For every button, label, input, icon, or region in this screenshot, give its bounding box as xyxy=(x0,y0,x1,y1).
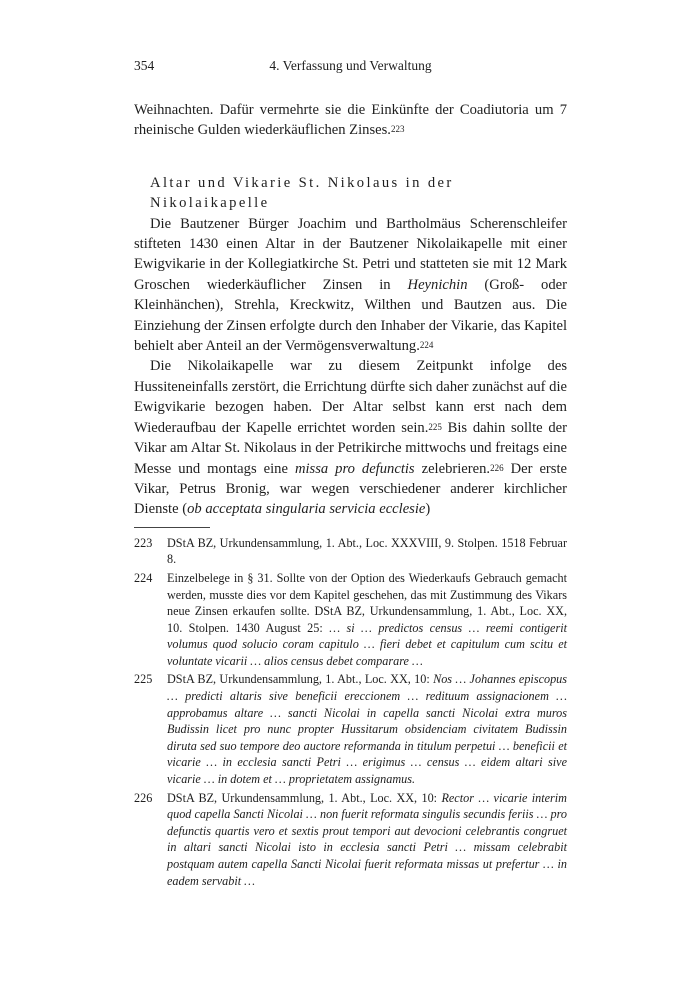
footnote xyxy=(134,790,567,890)
page-header xyxy=(134,58,567,76)
latin-quote: Rector … vicarie interim quod capella Sancti Nicolai … non fuerit reformata singulis secundis feriis … pro defunctis quartis vero et sextis prout tempori aut devocioni celebrantis congruet in altari sancti Nicolai isto in ecclesia sancti Petri … missam celebrabit postquam autem capella Sancti Nicolai fuerit reformata missas ut prefertur … in eadem servabit … xyxy=(167,790,567,888)
intro-paragraph: Weihnachten. Dafür vermehrte sie die Einkünfte der Coadiutoria um 7 rheinische Gulden wiederkäuflichen Zinses.$^{223}$ xyxy=(134,102,567,139)
footnote-number: 224 xyxy=(134,570,153,585)
footnote-number: 226 xyxy=(134,790,153,805)
book-page xyxy=(134,58,567,891)
body-text xyxy=(134,100,567,141)
footnote-rule xyxy=(134,527,210,528)
latin-phrase: ob acceptata singularia servicia ecclesie xyxy=(187,501,426,518)
section-title-line: Altar und Vikarie St. Nikolaus in der xyxy=(150,174,454,191)
footnote-ref[interactable]: 226 xyxy=(490,462,504,473)
footnote-number: 223 xyxy=(134,535,153,550)
footnote-text: DStA BZ, Urkundensammlung, 1. Abt., Loc. XX, 10: Rector … vicarie interim quod capella Sancti Nicolai … non fuerit reformata singulis secundis feriis … pro defunctis quartis vero et sextis prout tempori aut devocioni celebrantis congruet in altari sancti Nicolai isto in ecclesia sancti Petri … missam celebrabit postquam autem capella Sancti Nicolai fuerit reformata missas ut prefertur … in eadem servabit … xyxy=(167,790,567,888)
footnote-text: DStA BZ, Urkundensammlung, 1. Abt., Loc. XX, 10: Nos … Johannes episcopus … predicti altaris sive beneficii ereccionem … redituum assignacionem … approbamus altare … sancti Nicolai in capella sancti Nicolai extra muros Budissin licet pro nunc propter Hussitarum obsidenciam civitatem Budissin diruta sed suo tempore deo auctore reformanda in titulum perpetui … beneficii et vicarie … in ecclesia sancti Petri … erigimus … census … eidem altari sive vicarie … in dotem et … proprietatem assignamus. xyxy=(167,672,567,787)
footnote-ref[interactable]: 224 xyxy=(419,340,434,351)
footnote-ref[interactable]: 225 xyxy=(428,421,442,432)
footnote xyxy=(134,535,567,568)
page-number: 354 xyxy=(134,58,155,73)
footnote-text: Einzelbelege in § 31. Sollte von der Option des Wiederkaufs Gebrauch gemacht werden, musste dies vor dem Kapitel geschehen, das mit Zustimmung des Vikars neue Zinsen erkaufen sollte. DStA BZ, Urkundensammlung, 1. Abt., Loc. XX, 10. Stolpen. 1430 August 25: … si … predictos census … reemi contigerit volumus quod solucio coram capitulo … fieri debet et capitulum cum scitu et voluntate vicarii … alios census debet comparare … xyxy=(167,570,567,668)
section-title-line: Nikolaikapelle xyxy=(150,195,270,212)
footnote-ref[interactable]: 223 xyxy=(390,124,405,135)
footnote xyxy=(134,570,567,670)
footnote-number: 225 xyxy=(134,672,153,687)
latin-phrase: missa pro defunctis xyxy=(294,460,415,477)
footnotes xyxy=(134,535,567,889)
footnote-text: DStA BZ, Urkundensammlung, 1. Abt., Loc. XXXVIII, 9. Stolpen. 1518 Februar 8. xyxy=(167,535,567,567)
section-body xyxy=(134,214,567,520)
place-name: Heynichin xyxy=(407,276,468,293)
paragraph: Die Nikolaikapelle war zu diesem Zeitpunkt infolge des Hussiteneinfalls zerstört, die Errichtung dürfte sich daher zunächst auf die Ewigvikarie bezogen haben. Der Altar selbst kann erst nach dem Wiederaufbau der Kapelle errichtet worden sein.$^{225}$ Bis dahin sollte der Vikar am Altar St. Nikolaus in der Petrikirche mittwochs und freitags eine Messe und montags eine missa pro defunctis zelebrieren.$^{226}$ Der erste Vikar, Petrus Bronig, war wegen verschiedener anderer kirchlicher Dienste (ob acceptata singularia servicia ecclesie) xyxy=(134,358,567,518)
section-heading xyxy=(134,173,567,214)
latin-quote: Nos … Johannes episcopus … predicti altaris sive beneficii ereccionem … redituum assignacionem … approbamus altare … sancti Nicolai in capella sancti Nicolai extra muros Budissin licet pro nunc propter Hussitarum obsidenciam civitatem Budissin diruta sed suo tempore deo auctore reformanda in titulum perpetui … beneficii et vicarie … in ecclesia sancti Petri … erigimus … census … eidem altari sive vicarie … in dotem et … proprietatem assignamus. xyxy=(167,672,567,787)
running-title: 4. Verfassung und Verwaltung xyxy=(269,58,432,73)
footnote xyxy=(134,671,567,787)
latin-quote: … si … predictos census … reemi contigerit volumus quod solucio coram capitulo … fieri debet et capitulum cum scitu et voluntate vicarii … alios census debet comparare … xyxy=(167,620,567,668)
paragraph: Die Bautzener Bürger Joachim und Bartholmäus Scherenschleifer stifteten 1430 einen Altar in der Bautzener Nikolaikapelle mit einer Ewigvikarie in der Kollegiatkirche St. Petri und statteten sie mit 12 Mark Groschen wiederkäuflicher Zinsen in Heynichin (Groß- oder Kleinhänchen), Strehla, Kreckwitz, Wilthen und Bautzen aus. Die Einziehung der Zinsen erfolgte durch den Inhaber der Vikarie, das Kapitel behielt aber Anteil an der Vermögensverwaltung.$^{224}$ xyxy=(134,215,567,355)
